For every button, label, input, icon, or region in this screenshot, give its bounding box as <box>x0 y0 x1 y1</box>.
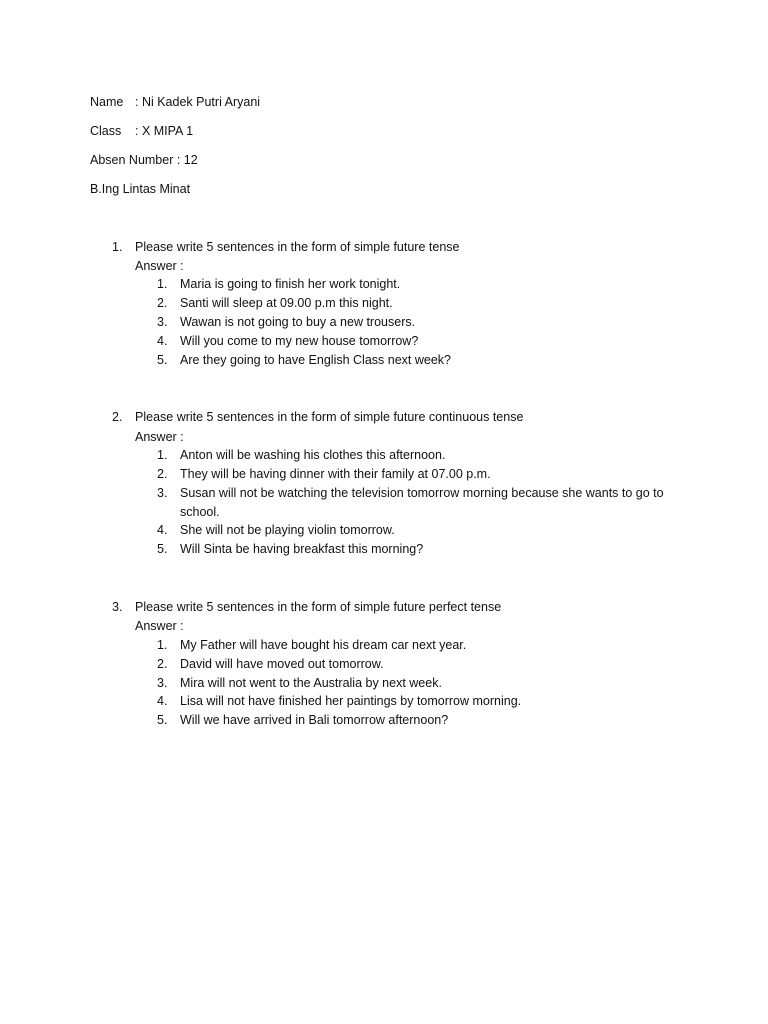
answer-item <box>157 692 687 711</box>
answer-item <box>157 540 687 559</box>
answer-label: Answer : <box>135 259 184 273</box>
subject-title: B.Ing Lintas Minat <box>90 182 191 196</box>
item-text: Are they going to have English Class next week? <box>180 353 451 367</box>
answer-item <box>157 294 687 313</box>
answer-item <box>157 655 687 674</box>
item-number: 1. <box>157 638 168 652</box>
answer-item <box>157 711 687 730</box>
class-value: : X MIPA 1 <box>135 124 194 138</box>
question-number: 2. <box>112 410 123 424</box>
name-label: Name <box>90 95 124 109</box>
item-text: Will Sinta be having breakfast this morning? <box>180 542 424 556</box>
item-text: She will not be playing violin tomorrow. <box>180 523 395 537</box>
answer-label: Answer : <box>135 430 184 444</box>
item-text: Anton will be washing his clothes this afternoon. <box>180 448 446 462</box>
answer-item <box>157 446 687 465</box>
item-text: Will you come to my new house tomorrow? <box>180 334 419 348</box>
item-text: They will be having dinner with their family at 07.00 p.m. <box>180 467 491 481</box>
item-number: 3. <box>157 486 168 500</box>
item-number: 5. <box>157 353 168 367</box>
item-number: 2. <box>157 296 168 310</box>
question-text: Please write 5 sentences in the form of simple future perfect tense <box>135 600 502 614</box>
answer-item <box>157 521 687 540</box>
item-number: 2. <box>157 467 168 481</box>
item-text: Santi will sleep at 09.00 p.m this night. <box>180 296 393 310</box>
item-text: Wawan is not going to buy a new trousers. <box>180 315 416 329</box>
item-number: 5. <box>157 713 168 727</box>
item-text: Susan will not be watching the television tomorrow morning because she wants to go to school. <box>180 486 664 519</box>
name-value: : Ni Kadek Putri Aryani <box>135 95 261 109</box>
answer-item <box>157 313 687 332</box>
name-row <box>90 93 261 111</box>
answer-item <box>157 484 687 522</box>
class-label: Class <box>90 124 122 138</box>
item-number: 2. <box>157 657 168 671</box>
item-text: My Father will have bought his dream car next year. <box>180 638 467 652</box>
answer-label: Answer : <box>135 619 184 633</box>
absen-number: Absen Number : 12 <box>90 153 198 167</box>
item-number: 3. <box>157 676 168 690</box>
item-number: 3. <box>157 315 168 329</box>
question-number: 3. <box>112 600 123 614</box>
item-number: 1. <box>157 277 168 291</box>
item-text: Will we have arrived in Bali tomorrow afternoon? <box>180 713 449 727</box>
item-number: 4. <box>157 694 168 708</box>
question-text: Please write 5 sentences in the form of simple future continuous tense <box>135 410 524 424</box>
item-text: Mira will not went to the Australia by next week. <box>180 676 442 690</box>
subject-row <box>90 180 190 198</box>
item-number: 4. <box>157 334 168 348</box>
answer-item <box>157 465 687 484</box>
class-row <box>90 122 194 140</box>
answer-item <box>157 275 687 294</box>
item-text: David will have moved out tomorrow. <box>180 657 384 671</box>
item-number: 1. <box>157 448 168 462</box>
answer-item <box>157 351 687 370</box>
item-number: 4. <box>157 523 168 537</box>
answer-item <box>157 332 687 351</box>
item-text: Lisa will not have finished her paintings by tomorrow morning. <box>180 694 522 708</box>
answer-item <box>157 674 687 693</box>
item-text: Maria is going to finish her work tonight. <box>180 277 401 291</box>
item-number: 5. <box>157 542 168 556</box>
question-text: Please write 5 sentences in the form of simple future tense <box>135 240 460 254</box>
answer-item <box>157 636 687 655</box>
question-number: 1. <box>112 240 123 254</box>
absen-row <box>90 151 198 169</box>
